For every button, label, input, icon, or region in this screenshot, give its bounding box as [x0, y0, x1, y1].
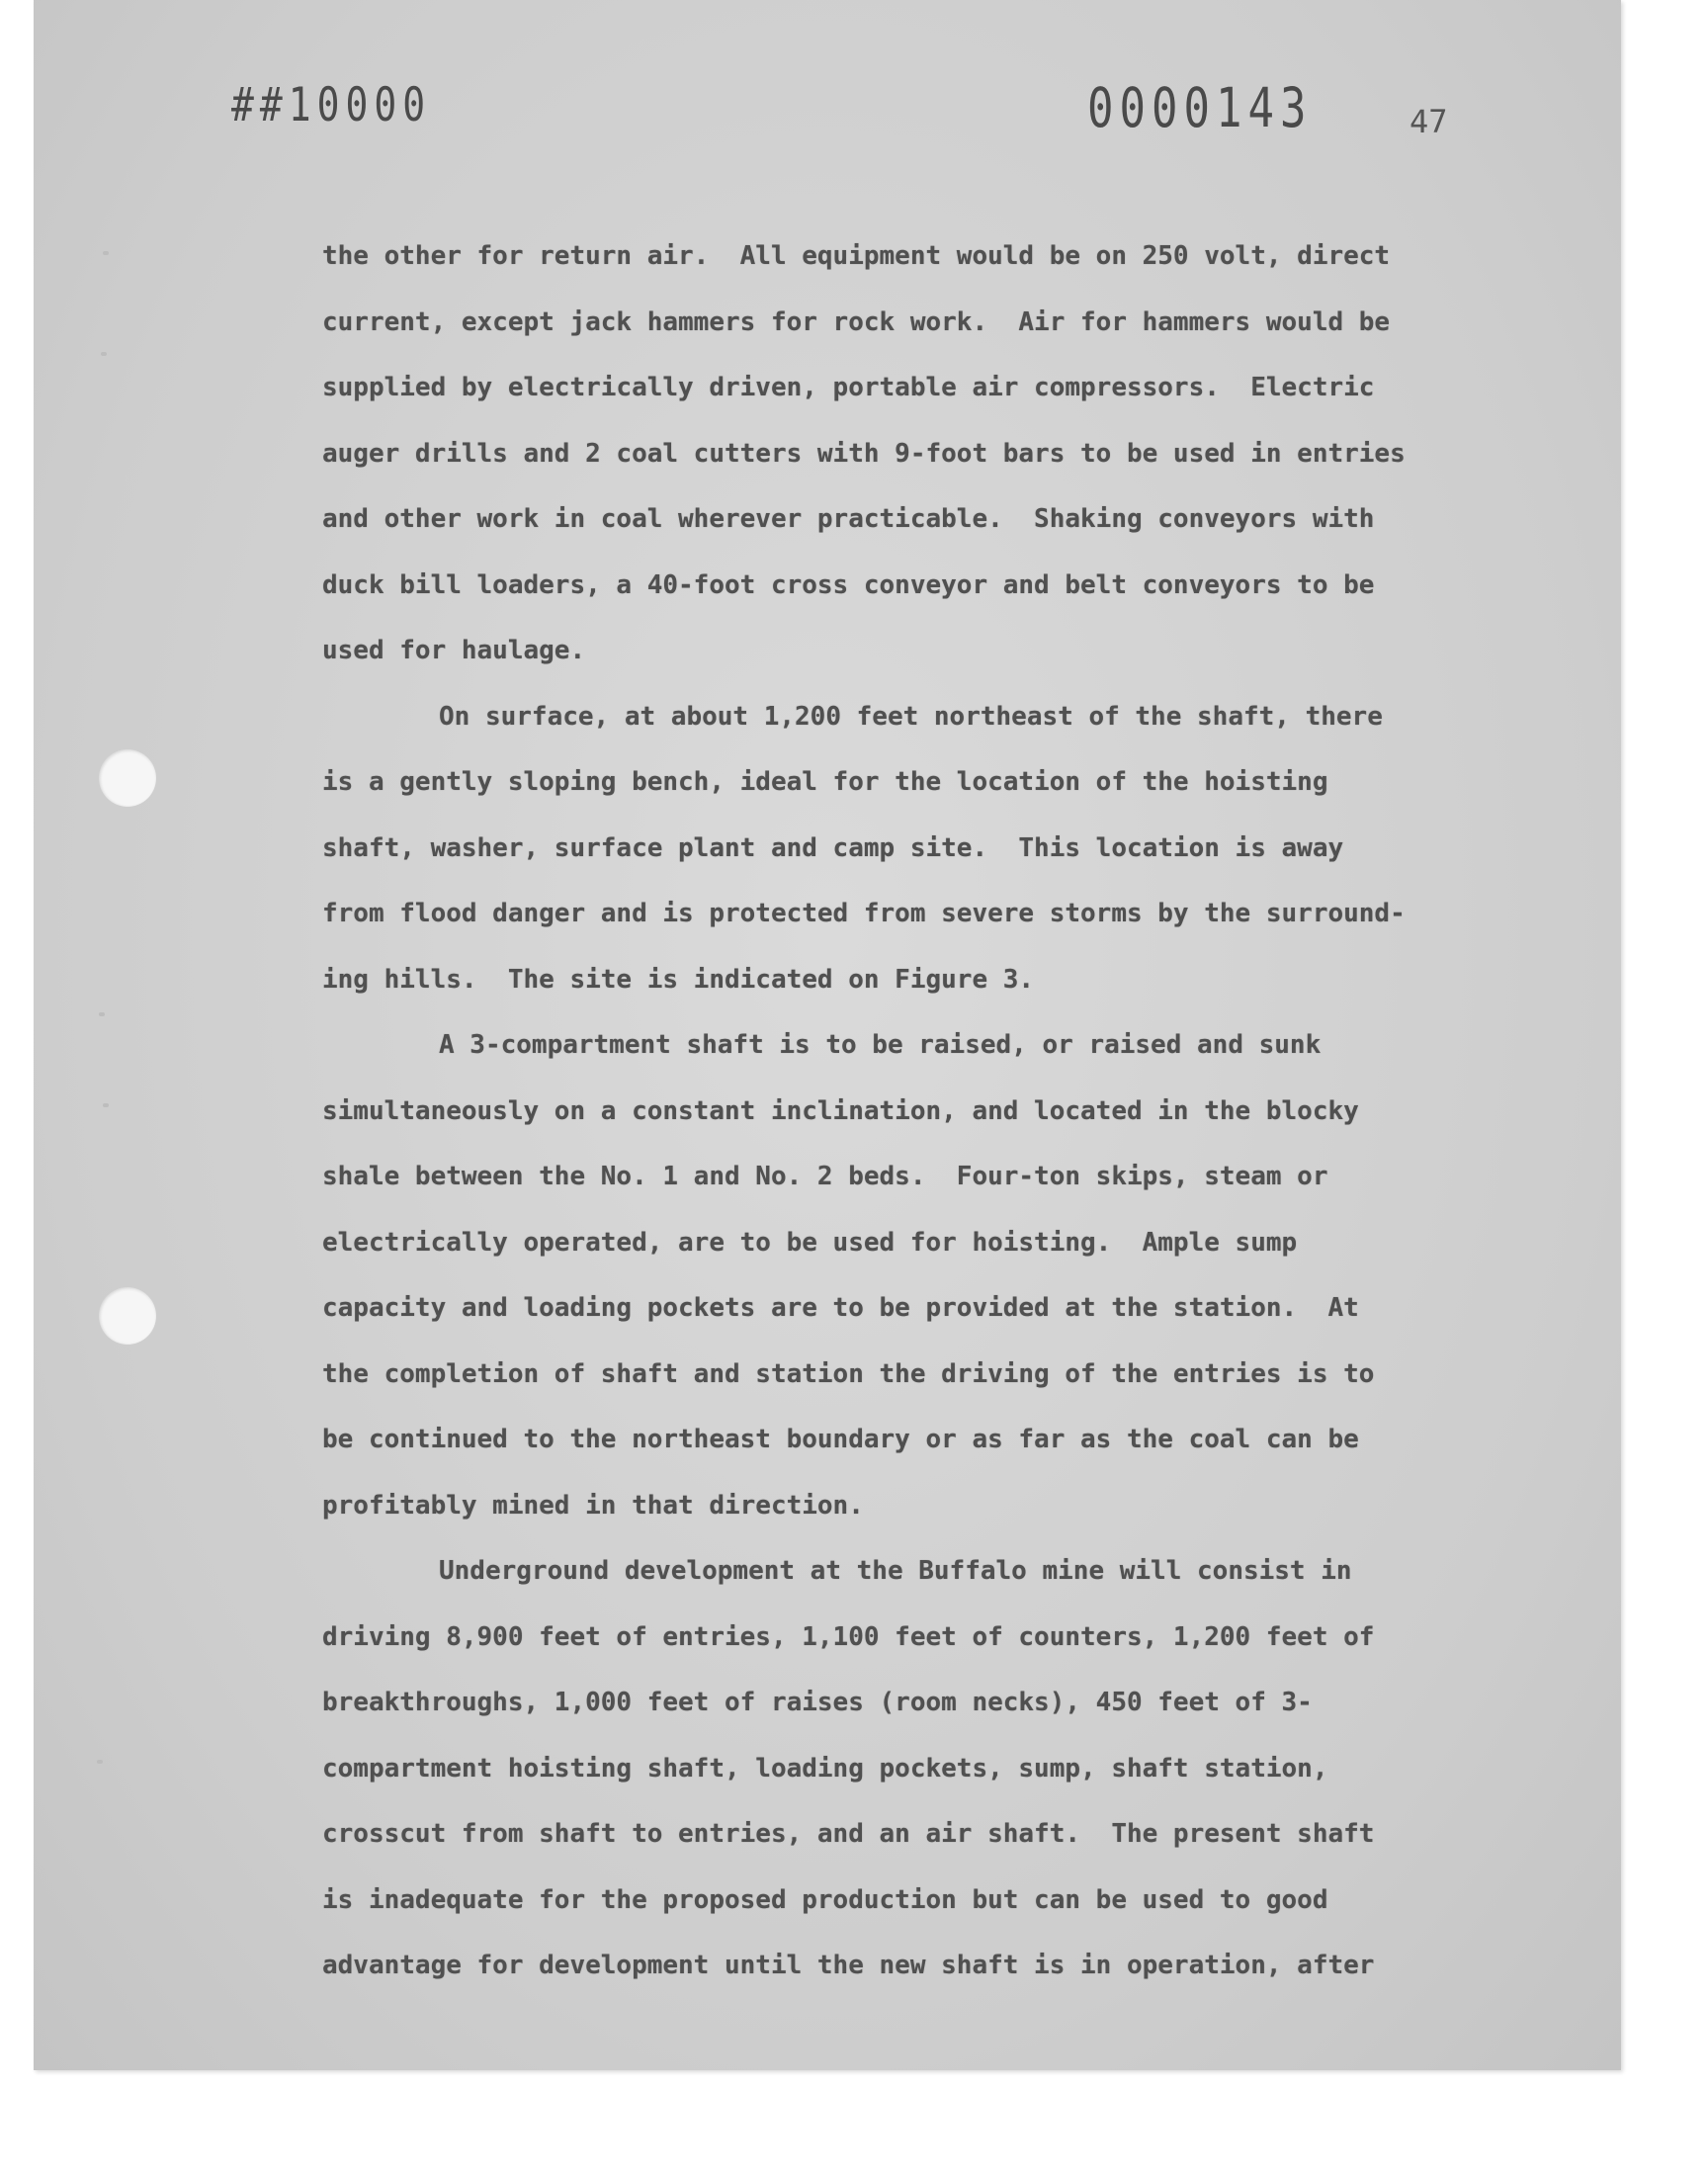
- text-line: profitably mined in that direction.: [322, 1490, 864, 1521]
- text-line: auger drills and 2 coal cutters with 9-foot bars to be used in entries: [322, 438, 1406, 469]
- document-id-stamp-right: 0000143: [1087, 77, 1313, 140]
- text-line: driving 8,900 feet of entries, 1,100 feet of counters, 1,200 feet of: [322, 1621, 1375, 1652]
- body-text: [322, 223, 1548, 1999]
- text-line: advantage for development until the new shaft is in operation, after: [322, 1951, 1375, 1980]
- text-line: breakthroughs, 1,000 feet of raises (room necks), 450 feet of 3-: [322, 1688, 1313, 1717]
- text-line: shaft, washer, surface plant and camp site. This location is away: [322, 832, 1344, 863]
- text-line: duck bill loaders, a 40-foot cross conveyor and belt conveyors to be: [322, 569, 1375, 600]
- text-line: the other for return air. All equipment would be on 250 volt, direct: [322, 241, 1391, 271]
- text-line: and other work in coal wherever practicable. Shaking conveyors with: [322, 504, 1375, 534]
- document-id-stamp-left: ##10000: [231, 77, 432, 131]
- paper-speck: [101, 352, 107, 356]
- text-line: simultaneously on a constant inclination, and located in the blocky: [322, 1095, 1359, 1126]
- paper-speck: [103, 1103, 109, 1107]
- punch-hole-bottom: [99, 1287, 156, 1345]
- document-page: [34, 0, 1621, 2070]
- text-line: is inadequate for the proposed production but can be used to good: [322, 1884, 1328, 1915]
- text-line: used for haulage.: [322, 636, 586, 665]
- text-line: crosscut from shaft to entries, and an air shaft. The present shaft: [322, 1819, 1375, 1849]
- text-line: capacity and loading pockets are to be provided at the station. At: [322, 1293, 1359, 1323]
- punch-hole-top: [99, 749, 156, 807]
- text-line: compartment hoisting shaft, loading pockets, sump, shaft station,: [322, 1753, 1328, 1784]
- text-line: current, except jack hammers for rock work. Air for hammers would be: [322, 306, 1391, 337]
- text-line: from flood danger and is protected from severe storms by the surround-: [322, 899, 1406, 928]
- text-line: is a gently sloping bench, ideal for the location of the hoisting: [322, 767, 1328, 797]
- text-line: electrically operated, are to be used for hoisting. Ample sump: [322, 1227, 1298, 1258]
- paragraph-start-line: On surface, at about 1,200 feet northeast of the shaft, there: [439, 701, 1383, 732]
- paragraph-start-line: Underground development at the Buffalo mine will consist in: [439, 1556, 1352, 1586]
- text-line: the completion of shaft and station the driving of the entries is to: [322, 1358, 1375, 1389]
- page-number: 47: [1409, 103, 1448, 140]
- paper-speck: [99, 1012, 105, 1016]
- paragraph-start-line: A 3-compartment shaft is to be raised, or raised and sunk: [439, 1030, 1322, 1060]
- paper-speck: [103, 251, 109, 255]
- text-line: ing hills. The site is indicated on Figure 3.: [322, 964, 1035, 995]
- text-line: be continued to the northeast boundary or as far as the coal can be: [322, 1425, 1359, 1454]
- paper-speck: [97, 1760, 103, 1764]
- text-line: shale between the No. 1 and No. 2 beds. Four-ton skips, steam or: [322, 1162, 1328, 1191]
- text-line: supplied by electrically driven, portable air compressors. Electric: [322, 373, 1375, 402]
